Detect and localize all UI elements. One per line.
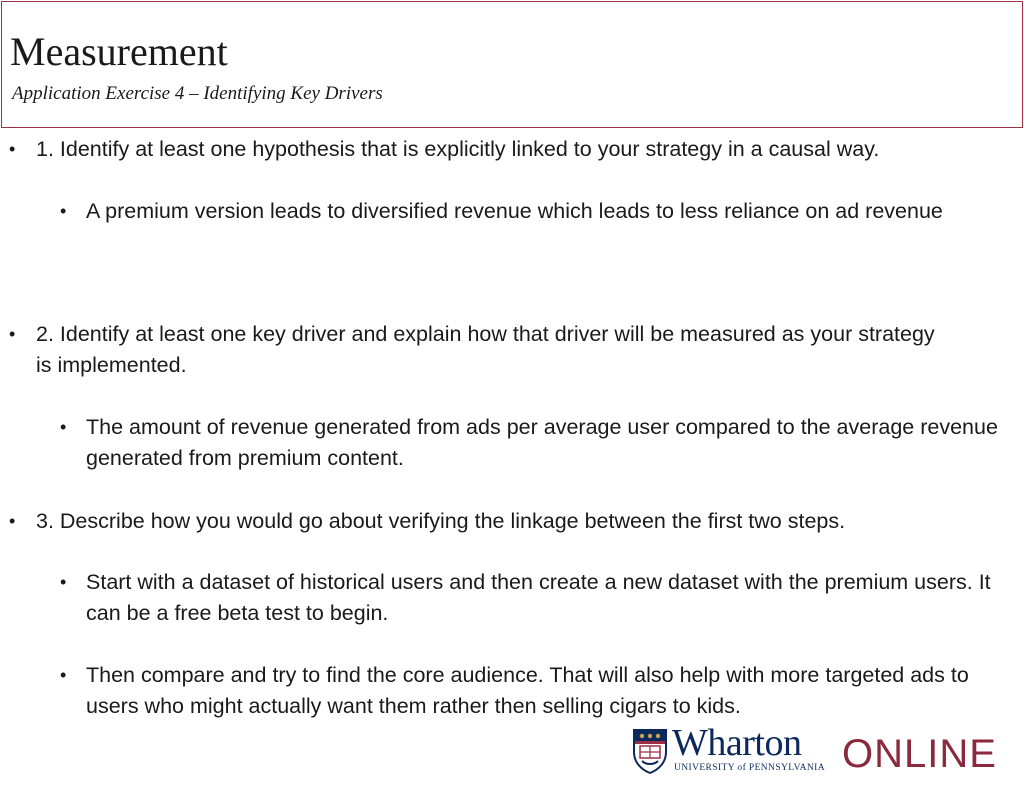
bullet-dot-icon: • [9,139,16,159]
sub-bullet-item-3 [60,567,1011,629]
bullet-dot-icon: • [9,511,16,531]
bullet-item-3 [9,506,1011,537]
title-header-box [1,1,1023,128]
bullet-dot-icon: • [60,572,67,592]
bullet-text: A premium version leads to diversified revenue which leads to less reliance on ad revenue [86,199,943,223]
bullet-text: Start with a dataset of historical users and then create a new dataset with the premium users. It can be a free beta test to begin. [86,570,991,625]
sub-bullet-item-4 [60,660,1011,722]
penn-shield-icon [632,728,668,774]
wharton-wordmark: Wharton [672,722,802,764]
bullet-text: 1. Identify at least one hypothesis that is explicitly linked to your strategy in a causal way. [36,137,880,161]
bullet-text: The amount of revenue generated from ads per average user compared to the average revenue generated from premium content. [86,415,998,470]
bullet-text: 3. Describe how you would go about verifying the linkage between the first two steps. [36,509,846,533]
slide-subtitle: Application Exercise 4 – Identifying Key Drivers [12,83,383,104]
bullet-item-1 [9,134,1011,165]
bullet-text: 2. Identify at least one key driver and explain how that driver will be measured as your strategy is implemented. [36,322,935,377]
wharton-online-logo [628,722,1018,778]
sub-bullet-item-1 [60,196,946,227]
slide-title: Measurement [10,29,228,74]
university-subtext: UNIVERSITY of PENNSYLVANIA [674,763,825,773]
bullet-text: Then compare and try to find the core audience. That will also help with more targeted ads to users who might actually want them rather then selling cigars to kids. [86,663,969,718]
bullet-dot-icon: • [9,324,16,344]
bullet-dot-icon: • [60,417,67,437]
bullet-item-2 [9,319,956,381]
online-label: ONLINE [842,732,997,776]
sub-bullet-item-2 [60,412,1011,474]
bullet-dot-icon: • [60,201,67,221]
bullet-dot-icon: • [60,665,67,685]
